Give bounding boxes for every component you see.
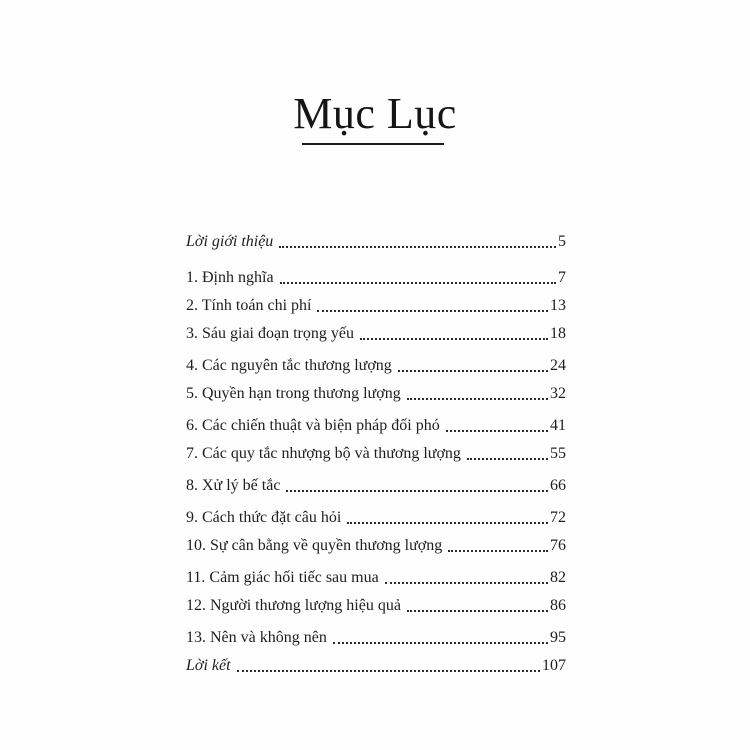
- toc-dot-leader: [286, 476, 548, 496]
- toc-entry: [186, 262, 566, 288]
- toc-entry-title: 5. Quyền hạn trong thương lượng: [186, 385, 401, 402]
- toc-entry-title: 6. Các chiến thuật và biện pháp đối phó: [186, 417, 440, 434]
- toc-entry: [186, 290, 566, 316]
- toc-entry-page: 82: [550, 569, 566, 586]
- title-underline: [302, 143, 444, 145]
- toc-entry: [186, 226, 566, 252]
- toc-entry: [186, 650, 566, 676]
- toc-entry-title: Lời kết: [186, 657, 231, 674]
- toc-entry-title: 13. Nên và không nên: [186, 629, 327, 646]
- toc-entry: [186, 590, 566, 616]
- toc-dot-leader: [448, 536, 548, 556]
- toc-entry: [186, 378, 566, 404]
- toc-entry-page: 41: [550, 417, 566, 434]
- toc-dot-leader: [398, 356, 548, 376]
- toc-entry: [186, 350, 566, 376]
- toc-dot-leader: [467, 444, 548, 464]
- toc-dot-leader: [317, 296, 548, 316]
- toc-entry-title: 9. Cách thức đặt câu hỏi: [186, 509, 342, 526]
- toc-entry-title: 11. Cảm giác hối tiếc sau mua: [186, 569, 379, 586]
- toc-entry-title: 4. Các nguyên tắc thương lượng: [186, 357, 392, 374]
- toc-entry-title: 12. Người thương lượng hiệu quả: [186, 597, 401, 614]
- toc-entry-page: 66: [550, 477, 566, 494]
- toc-entry-title: 2. Tính toán chi phí: [186, 297, 312, 314]
- toc-entry-page: 32: [550, 385, 566, 402]
- toc-dot-leader: [347, 508, 548, 528]
- toc-entry: [186, 410, 566, 436]
- toc-entry-title: Lời giới thiệu: [186, 233, 274, 250]
- toc-dot-leader: [360, 324, 548, 344]
- toc-dot-leader: [385, 568, 548, 588]
- toc-dot-leader: [333, 628, 548, 648]
- toc-entry-page: 55: [550, 445, 566, 462]
- toc-entry-title: 3. Sáu giai đoạn trọng yếu: [186, 325, 354, 342]
- toc-entry: [186, 470, 566, 496]
- toc-entry-page: 24: [550, 357, 566, 374]
- toc-entry-page: 72: [550, 509, 566, 526]
- toc-entry-page: 86: [550, 597, 566, 614]
- toc-entry-title: 8. Xử lý bế tắc: [186, 477, 281, 494]
- toc-dot-leader: [237, 656, 540, 676]
- toc-entry-page: 13: [550, 297, 566, 314]
- toc-entry-page: 18: [550, 325, 566, 342]
- toc-entry: [186, 622, 566, 648]
- toc-entry-page: 95: [550, 629, 566, 646]
- toc-entry-title: 1. Định nghĩa: [186, 269, 274, 286]
- toc-entry-title: 7. Các quy tắc nhượng bộ và thương lượng: [186, 445, 461, 462]
- toc-entry-title: 10. Sự cân bằng về quyền thương lượng: [186, 537, 443, 554]
- toc-entry: [186, 318, 566, 344]
- toc-dot-leader: [407, 384, 548, 404]
- toc-entry: [186, 530, 566, 556]
- toc-entry-page: 5: [558, 233, 566, 250]
- toc-dot-leader: [407, 596, 548, 616]
- toc-entry-page: 107: [542, 657, 566, 674]
- toc-dot-leader: [446, 416, 548, 436]
- toc-entry-page: 76: [550, 537, 566, 554]
- toc-entry-page: 7: [558, 269, 566, 286]
- toc-dot-leader: [279, 232, 556, 252]
- toc-entry: [186, 438, 566, 464]
- page-title: Mục Lục: [293, 89, 457, 138]
- toc-entry: [186, 562, 566, 588]
- toc-dot-leader: [280, 268, 556, 288]
- toc-entry: [186, 502, 566, 528]
